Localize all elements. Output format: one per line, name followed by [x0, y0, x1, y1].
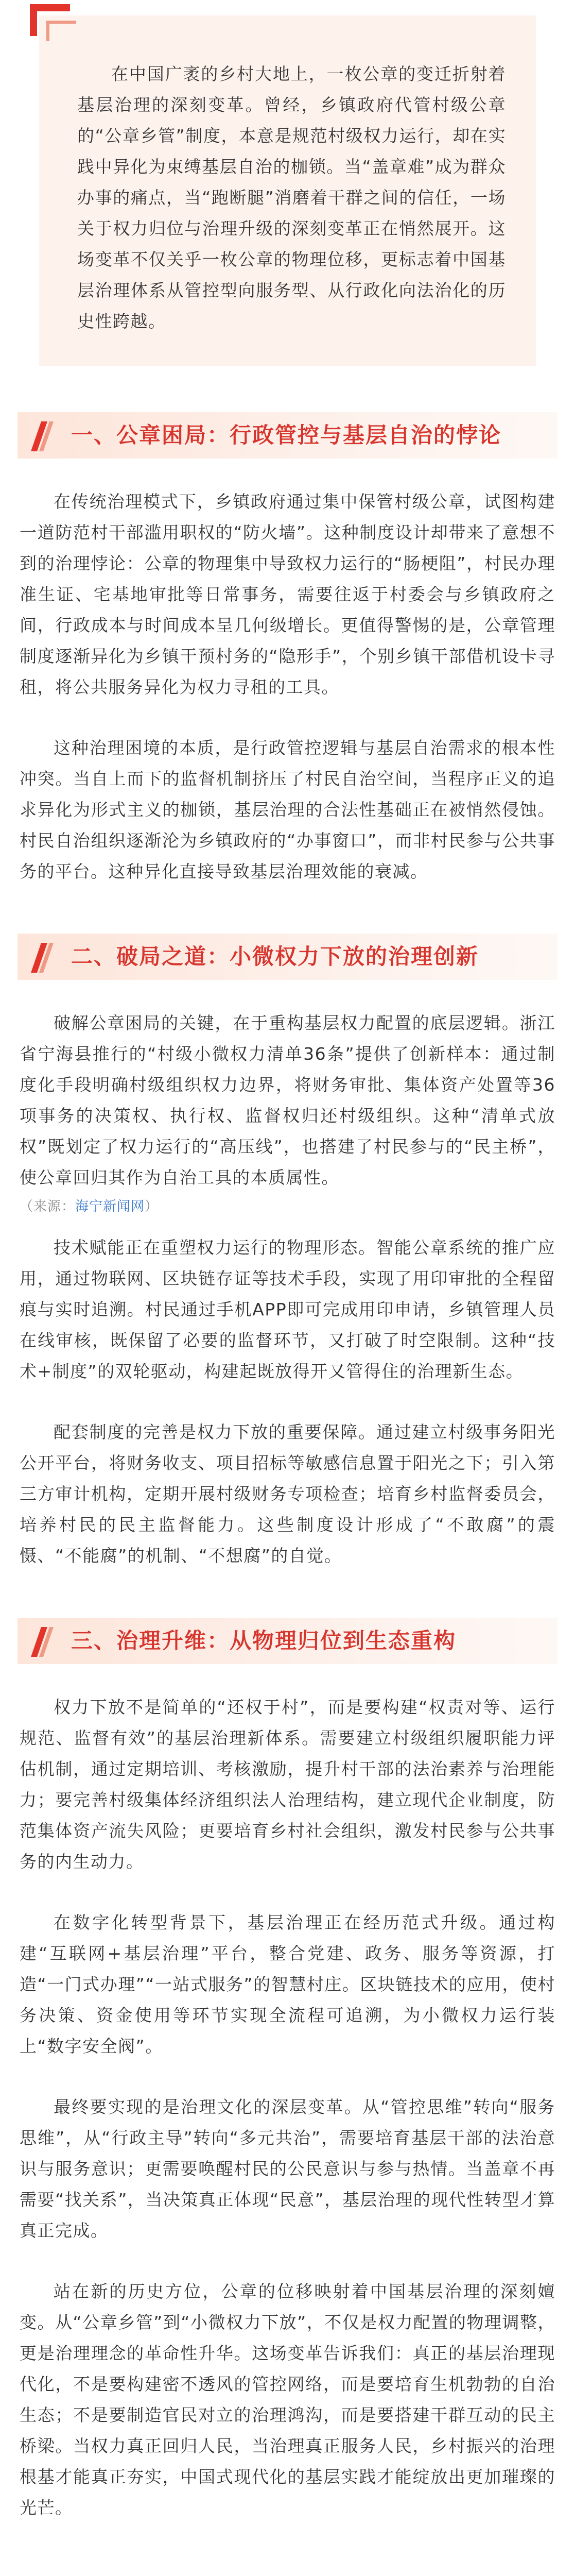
slash-decoration-icon: [24, 1625, 58, 1659]
section-title: 三、治理升维：从物理归位到生态重构: [71, 1628, 457, 1653]
intro-box: [39, 15, 536, 366]
section-heading-3: [18, 1618, 557, 1664]
caption-prefix: （来源：: [20, 1199, 76, 1214]
body-paragraph: 在传统治理模式下，乡镇政府通过集中保管村级公章，试图构建一道防范村干部滥用职权的“防火墙”。这种制度设计却带来了意想不到的治理悖论：公章的物理集中导致权力运行的“肠梗阻”，村民办理准生证、宅基地审批等日常事务，需要往返于村委会与乡镇政府之间，行政成本与时间成本呈几何级增长。更值得警惕的是，公章管理制度逐渐异化为乡镇干预村务的“隐形手”，个别乡镇干部借机设卡寻租，将公共服务异化为权力寻租的工具。: [20, 492, 555, 697]
article: [0, 15, 575, 2544]
body-paragraph: 在数字化转型背景下，基层治理正在经历范式升级。通过构建“互联网+基层治理”平台，整合党建、政务、服务等资源，打造“一门式办理”“一站式服务”的智慧村庄。区块链技术的应用，使村务决策、资金使用等环节实现全流程可追溯，为小微权力运行装上“数字安全阀”。: [20, 1912, 555, 2056]
body-paragraph: 这种治理困境的本质，是行政管控逻辑与基层自治需求的根本性冲突。当自上而下的监督机制挤压了村民自治空间，当程序正义的追求异化为形式主义的枷锁，基层治理的合法性基础正在被悄然侵蚀。村民自治组织逐渐沦为乡镇政府的“办事窗口”，而非村民参与公共事务的平台。这种异化直接导致基层治理效能的衰减。: [20, 738, 555, 882]
corner-decoration: [30, 4, 70, 36]
body-paragraph: 配套制度的完善是权力下放的重要保障。通过建立村级事务阳光公开平台，将财务收支、项目招标等敏感信息置于阳光之下；引入第三方审计机构，定期开展村级财务专项检查；培育乡村监督委员会，培养村民的民主监督能力。这些制度设计形成了“不敢腐”的震慑、“不能腐”的机制、“不想腐”的自觉。: [20, 1422, 555, 1566]
body-paragraph: 破解公章困局的关键，在于重构基层权力配置的底层逻辑。浙江省宁海县推行的“村级小微权力清单36条”提供了创新样本：通过制度化手段明确村级组织权力边界，将财务审批、集体资产处置等36项事务的决策权、执行权、监督权归还村级组织。这种“清单式放权”既划定了权力运行的“高压线”，也搭建了村民参与的“民主桥”，使公章回归其作为自治工具的本质属性。: [20, 1013, 555, 1188]
source-link[interactable]: 海宁新闻网: [75, 1199, 145, 1214]
body-paragraph: 最终要实现的是治理文化的深层变革。从“管控思维”转向“服务思维”，从“行政主导”转向“多元共治”，需要培育基层干部的法治意识与服务意识；更需要唤醒村民的公民意识与参与热情。当盖章不再需要“找关系”，当决策真正体现“民意”，基层治理的现代性转型才算真正完成。: [20, 2097, 555, 2241]
intro-paragraph: 在中国广袤的乡村大地上，一枚公章的变迁折射着基层治理的深刻变革。曾经，乡镇政府代管村级公章的“公章乡管”制度，本意是规范村级权力运行，却在实践中异化为束缚基层自治的枷锁。当“盖章难”成为群众办事的痛点，当“跑断腿”消磨着干群之间的信任，一场关于权力归位与治理升级的深刻变革正在悄然展开。这场变革不仅关乎一枚公章的物理位移，更标志着中国基层治理体系从管控型向服务型、从行政化向法治化的历史性跨越。: [77, 64, 506, 331]
caption-suffix: ）: [145, 1199, 159, 1214]
slash-decoration-icon: [24, 419, 58, 453]
section-title: 二、破局之道：小微权力下放的治理创新: [71, 944, 479, 969]
bottom-spacer: [0, 2523, 575, 2544]
body-paragraph: 技术赋能正在重塑权力运行的物理形态。智能公章系统的推广应用，通过物联网、区块链存证等技术手段，实现了用印审批的全程留痕与实时追溯。村民通过手机APP即可完成用印申请，乡镇管理人员在线审核，既保留了必要的监督环节，又打破了时空限制。这种“技术+制度”的双轮驱动，构建起既放得开又管得住的治理新生态。: [20, 1238, 555, 1381]
body-paragraph: 权力下放不是简单的“还权于村”，而是要构建“权责对等、运行规范、监督有效”的基层治理新体系。需要建立村级组织履职能力评估机制，通过定期培训、考核激励，提升村干部的法治素养与治理能力；要完善村级集体经济组织法人治理结构，建立现代企业制度，防范集体资产流失风险；更要培育乡村社会组织，激发村民参与公共事务的内生动力。: [20, 1697, 555, 1872]
section-heading-1: [18, 412, 557, 459]
body-paragraph: 站在新的历史方位，公章的位移映射着中国基层治理的深刻嬗变。从“公章乡管”到“小微权力下放”，不仅是权力配置的物理调整，更是治理理念的革命性升华。这场变革告诉我们：真正的基层治理现代化，不是要构建密不透风的管控网络，而是要培育生机勃勃的自治生态；不是要制造官民对立的治理鸿沟，而是要搭建干群互动的民主桥梁。当权力真正回归人民，当治理真正服务人民，乡村振兴的治理根基才能真正夯实，中国式现代化的基层实践才能绽放出更加璀璨的光芒。: [20, 2281, 555, 2518]
section-heading-2: [18, 934, 557, 980]
slash-decoration-icon: [24, 941, 58, 975]
section-title: 一、公章困局：行政管控与基层自治的悖论: [71, 422, 502, 448]
source-caption: [20, 1196, 555, 1217]
